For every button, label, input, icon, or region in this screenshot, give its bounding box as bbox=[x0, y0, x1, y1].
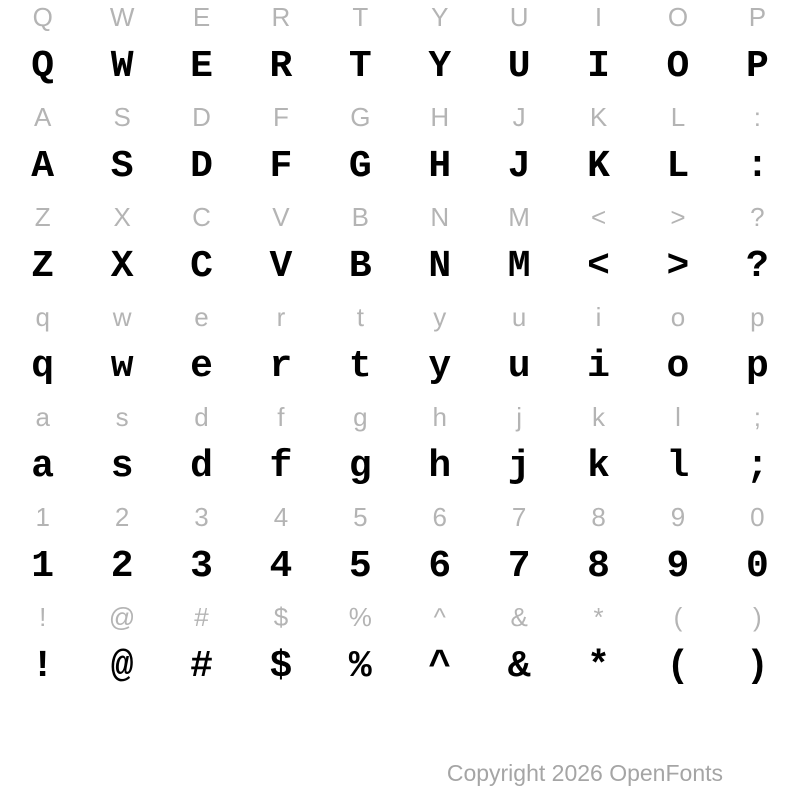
digits-row-glyph bbox=[3, 542, 797, 592]
reference-char: & bbox=[510, 602, 528, 632]
glyph-char: q bbox=[31, 345, 55, 388]
glyph-char: k bbox=[587, 445, 610, 488]
symbols-row-glyph bbox=[3, 642, 797, 692]
lowercase-top-row-glyph bbox=[3, 342, 797, 392]
glyph-char: T bbox=[348, 45, 372, 88]
reference-char: W bbox=[109, 2, 135, 32]
reference-char: 7 bbox=[511, 502, 527, 532]
glyph-char: u bbox=[507, 345, 531, 388]
reference-char: O bbox=[667, 2, 689, 32]
reference-char: ? bbox=[750, 202, 765, 232]
glyph-char: ? bbox=[745, 245, 769, 288]
reference-char: Q bbox=[32, 2, 53, 32]
glyph-char: B bbox=[348, 245, 372, 288]
reference-char: # bbox=[194, 602, 209, 632]
reference-char: F bbox=[272, 102, 289, 132]
glyph-char: < bbox=[587, 245, 610, 288]
reference-char: K bbox=[589, 102, 608, 132]
glyph-char: P bbox=[745, 45, 769, 88]
reference-char: R bbox=[271, 2, 291, 32]
reference-char: ^ bbox=[433, 602, 446, 632]
glyph-char: C bbox=[190, 245, 213, 288]
glyph-char: l bbox=[666, 445, 690, 488]
glyph-char: y bbox=[428, 345, 452, 388]
glyph-char: p bbox=[745, 345, 769, 388]
reference-char: C bbox=[192, 202, 211, 232]
reference-char: * bbox=[593, 602, 604, 632]
glyph-char: F bbox=[269, 145, 293, 188]
glyph-char: M bbox=[507, 245, 531, 288]
reference-char: D bbox=[192, 102, 211, 132]
reference-char: a bbox=[35, 402, 50, 432]
glyph-char: V bbox=[269, 245, 293, 288]
reference-char: e bbox=[194, 302, 209, 332]
uppercase-bottom-row-glyph bbox=[3, 242, 797, 292]
glyph-char: : bbox=[745, 145, 769, 188]
glyph-char: @ bbox=[110, 645, 134, 688]
glyph-char: H bbox=[428, 145, 452, 188]
reference-char: s bbox=[115, 402, 129, 432]
glyph-char: 3 bbox=[190, 545, 213, 588]
glyph-char: J bbox=[507, 145, 531, 188]
reference-char: X bbox=[113, 202, 131, 232]
glyph-char: & bbox=[507, 645, 531, 688]
reference-char: 8 bbox=[591, 502, 606, 532]
glyph-char: L bbox=[666, 145, 690, 188]
glyph-char: f bbox=[269, 445, 293, 488]
glyph-char: s bbox=[110, 445, 134, 488]
reference-char: y bbox=[433, 302, 447, 332]
glyph-char: t bbox=[348, 345, 372, 388]
reference-char: f bbox=[277, 402, 285, 432]
reference-char: 9 bbox=[670, 502, 686, 532]
reference-char: Z bbox=[34, 202, 51, 232]
reference-char: L bbox=[670, 102, 686, 132]
reference-char: > bbox=[670, 202, 686, 232]
reference-char: 3 bbox=[194, 502, 209, 532]
reference-char: U bbox=[509, 2, 529, 32]
reference-char: r bbox=[276, 302, 286, 332]
reference-char: k bbox=[592, 402, 606, 432]
reference-char: 0 bbox=[750, 502, 765, 532]
glyph-char: Z bbox=[31, 245, 55, 288]
reference-char: $ bbox=[273, 602, 289, 632]
reference-char: d bbox=[194, 402, 209, 432]
lowercase-home-row-reference bbox=[3, 392, 797, 442]
reference-char: P bbox=[748, 2, 767, 32]
glyph-char: 9 bbox=[666, 545, 690, 588]
glyph-char: R bbox=[269, 45, 293, 88]
glyph-char: d bbox=[190, 445, 213, 488]
glyph-char: X bbox=[110, 245, 134, 288]
glyph-char: U bbox=[507, 45, 531, 88]
reference-char: T bbox=[352, 2, 369, 32]
glyph-char: ) bbox=[745, 645, 769, 688]
glyph-char: ! bbox=[31, 645, 55, 688]
digits-row-reference bbox=[3, 492, 797, 542]
reference-char: ! bbox=[39, 602, 47, 632]
glyph-char: * bbox=[587, 645, 610, 688]
reference-char: ; bbox=[753, 402, 761, 432]
glyph-char: ; bbox=[745, 445, 769, 488]
glyph-char: Q bbox=[31, 45, 55, 88]
reference-char: w bbox=[112, 302, 132, 332]
glyph-char: g bbox=[348, 445, 372, 488]
reference-char: 2 bbox=[114, 502, 130, 532]
reference-char: G bbox=[350, 102, 371, 132]
glyph-char: 8 bbox=[587, 545, 610, 588]
reference-char: Y bbox=[431, 2, 449, 32]
glyph-char: o bbox=[666, 345, 690, 388]
glyph-char: e bbox=[190, 345, 213, 388]
reference-char: N bbox=[430, 202, 450, 232]
glyph-char: 5 bbox=[348, 545, 372, 588]
glyph-char: 7 bbox=[507, 545, 531, 588]
reference-char: u bbox=[511, 302, 527, 332]
reference-char: B bbox=[351, 202, 369, 232]
reference-char: t bbox=[356, 302, 364, 332]
glyph-char: % bbox=[348, 645, 372, 688]
glyph-char: j bbox=[507, 445, 531, 488]
symbols-row-reference bbox=[3, 592, 797, 642]
glyph-char: i bbox=[587, 345, 610, 388]
glyph-char: r bbox=[269, 345, 293, 388]
reference-char: < bbox=[590, 202, 607, 232]
glyph-char: w bbox=[110, 345, 134, 388]
reference-char: I bbox=[594, 2, 603, 32]
glyph-char: > bbox=[666, 245, 690, 288]
reference-char: o bbox=[670, 302, 686, 332]
lowercase-top-row-reference bbox=[3, 292, 797, 342]
reference-char: A bbox=[34, 102, 52, 132]
glyph-char: a bbox=[31, 445, 55, 488]
copyright-text: Copyright 2026 OpenFonts bbox=[446, 760, 723, 786]
glyph-char: $ bbox=[269, 645, 293, 688]
reference-char: j bbox=[516, 402, 523, 432]
glyph-char: # bbox=[190, 645, 213, 688]
reference-char: % bbox=[348, 602, 372, 632]
glyph-char: ( bbox=[666, 645, 690, 688]
reference-char: @ bbox=[108, 602, 136, 632]
reference-char: 4 bbox=[273, 502, 289, 532]
uppercase-home-row-glyph bbox=[3, 142, 797, 192]
uppercase-top-row-glyph bbox=[3, 42, 797, 92]
reference-char: V bbox=[272, 202, 290, 232]
glyph-char: D bbox=[190, 145, 213, 188]
reference-char: g bbox=[353, 402, 368, 432]
glyph-char: Y bbox=[428, 45, 452, 88]
reference-char: l bbox=[675, 402, 681, 432]
glyph-char: 0 bbox=[745, 545, 769, 588]
uppercase-home-row-reference bbox=[3, 92, 797, 142]
glyph-char: 6 bbox=[428, 545, 452, 588]
lowercase-home-row-glyph bbox=[3, 442, 797, 492]
glyph-char: K bbox=[587, 145, 610, 188]
reference-char: p bbox=[750, 302, 765, 332]
reference-char: ) bbox=[753, 602, 762, 632]
glyph-char: 4 bbox=[269, 545, 293, 588]
glyph-char: 2 bbox=[110, 545, 134, 588]
glyph-char: W bbox=[110, 45, 134, 88]
glyph-char: ^ bbox=[428, 645, 452, 688]
reference-char: 5 bbox=[353, 502, 368, 532]
glyph-char: I bbox=[587, 45, 610, 88]
uppercase-bottom-row-reference bbox=[3, 192, 797, 242]
uppercase-top-row-reference bbox=[3, 0, 797, 42]
reference-char: ( bbox=[673, 602, 683, 632]
glyph-char: A bbox=[31, 145, 55, 188]
reference-char: J bbox=[512, 102, 526, 132]
character-grid bbox=[3, 0, 797, 692]
reference-char: : bbox=[753, 102, 761, 132]
glyph-char: O bbox=[666, 45, 690, 88]
reference-char: h bbox=[432, 402, 447, 432]
glyph-char: 1 bbox=[31, 545, 55, 588]
glyph-char: S bbox=[110, 145, 134, 188]
glyph-char: G bbox=[348, 145, 372, 188]
glyph-char: E bbox=[190, 45, 213, 88]
reference-char: H bbox=[430, 102, 450, 132]
glyph-char: N bbox=[428, 245, 452, 288]
reference-char: S bbox=[113, 102, 131, 132]
reference-char: M bbox=[508, 202, 530, 232]
reference-char: E bbox=[192, 2, 211, 32]
reference-char: 6 bbox=[432, 502, 447, 532]
reference-char: 1 bbox=[35, 502, 50, 532]
glyph-char: h bbox=[428, 445, 452, 488]
reference-char: q bbox=[35, 302, 50, 332]
reference-char: i bbox=[595, 302, 602, 332]
